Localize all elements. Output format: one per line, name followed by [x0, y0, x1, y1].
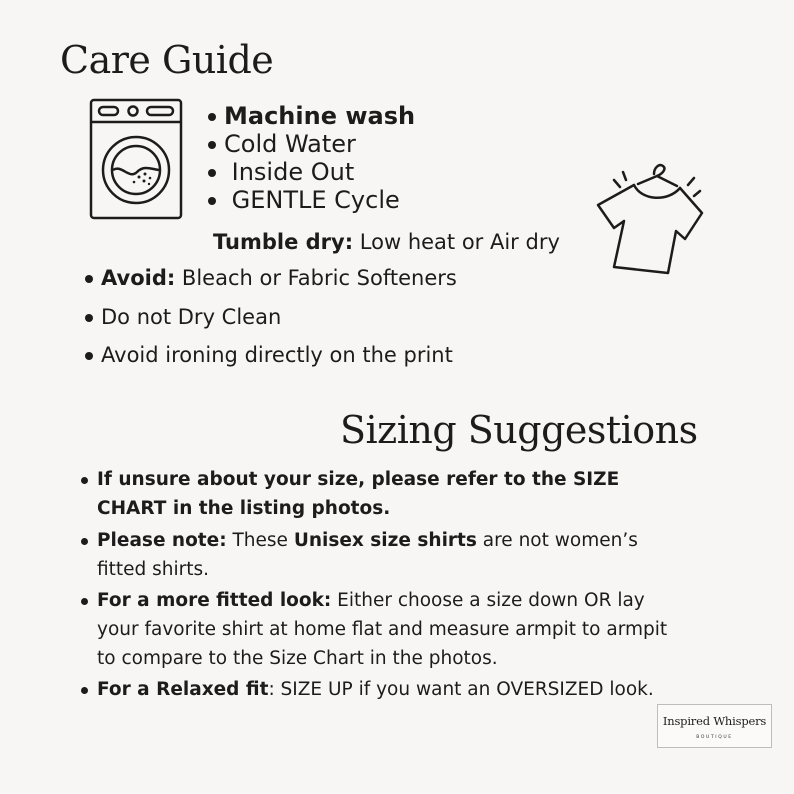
- sizing-item-label: For a Relaxed fit: [97, 679, 269, 700]
- sizing-list: [81, 465, 681, 704]
- bullet-icon: [85, 314, 93, 322]
- list-item: [208, 158, 415, 186]
- tumble-dry-label: Tumble dry:: [213, 230, 354, 254]
- sizing-item-label: If unsure about your size, please refer to the SIZE CHART in the listing photos.: [97, 469, 620, 519]
- tshirt-hanger-icon: [590, 155, 714, 279]
- list-item: [81, 526, 681, 584]
- list-item: [81, 465, 681, 523]
- brand-logo: [657, 704, 772, 748]
- list-item: [208, 102, 415, 130]
- logo-subtitle: BOUTIQUE: [696, 735, 733, 740]
- list-item: [85, 265, 457, 304]
- tumble-dry-text: Low heat or Air dry: [353, 230, 560, 254]
- bullet-icon: [208, 113, 216, 121]
- sizing-item-label-2: Unisex size shirts: [293, 530, 477, 551]
- care-item-text: Do not Dry Clean: [101, 305, 282, 329]
- wash-item: GENTLE Cycle: [224, 186, 400, 214]
- sizing-item-text: Either choose a size down OR lay your favorite shirt at home flat and measure armpit to armpit to compare to the Size Chart in the photos.: [97, 590, 668, 669]
- wash-item: Cold Water: [224, 130, 356, 158]
- care-item-label: Avoid:: [101, 266, 176, 290]
- sizing-item-text-2: are not women’s fitted shirts.: [97, 530, 638, 580]
- list-item: [208, 186, 415, 214]
- care-item-text: Bleach or Fabric Softeners: [175, 266, 457, 290]
- bullet-icon: [85, 275, 93, 283]
- bullet-icon: [81, 538, 88, 545]
- wash-item: Machine wash: [224, 102, 416, 130]
- bullet-icon: [81, 477, 88, 484]
- tumble-dry-line: [213, 229, 560, 255]
- list-item: [85, 304, 457, 342]
- sizing-item-text: : SIZE UP if you want an OVERSIZED look.: [268, 679, 654, 700]
- wash-list: [208, 102, 415, 214]
- washing-machine-icon: [89, 98, 183, 220]
- bullet-icon: [81, 598, 88, 605]
- list-item: [85, 342, 457, 368]
- sizing-item-label: For a more fitted look:: [97, 590, 332, 611]
- list-item: [81, 675, 681, 704]
- sizing-item-label: Please note:: [97, 530, 227, 551]
- bullet-icon: [85, 352, 93, 360]
- sizing-item-text: These: [226, 530, 294, 551]
- wash-item: Inside Out: [224, 158, 355, 186]
- bullet-icon: [208, 169, 216, 177]
- care-item-text: Avoid ironing directly on the print: [101, 343, 453, 367]
- bullet-icon: [208, 141, 216, 149]
- bullet-icon: [208, 197, 216, 205]
- logo-name: Inspired Whispers: [662, 714, 767, 728]
- care-guide-title: Care Guide: [60, 38, 274, 82]
- list-item: [81, 586, 681, 673]
- sizing-title: Sizing Suggestions: [340, 408, 698, 452]
- bullet-icon: [81, 687, 88, 694]
- list-item: [208, 130, 415, 158]
- care-list: [85, 265, 457, 368]
